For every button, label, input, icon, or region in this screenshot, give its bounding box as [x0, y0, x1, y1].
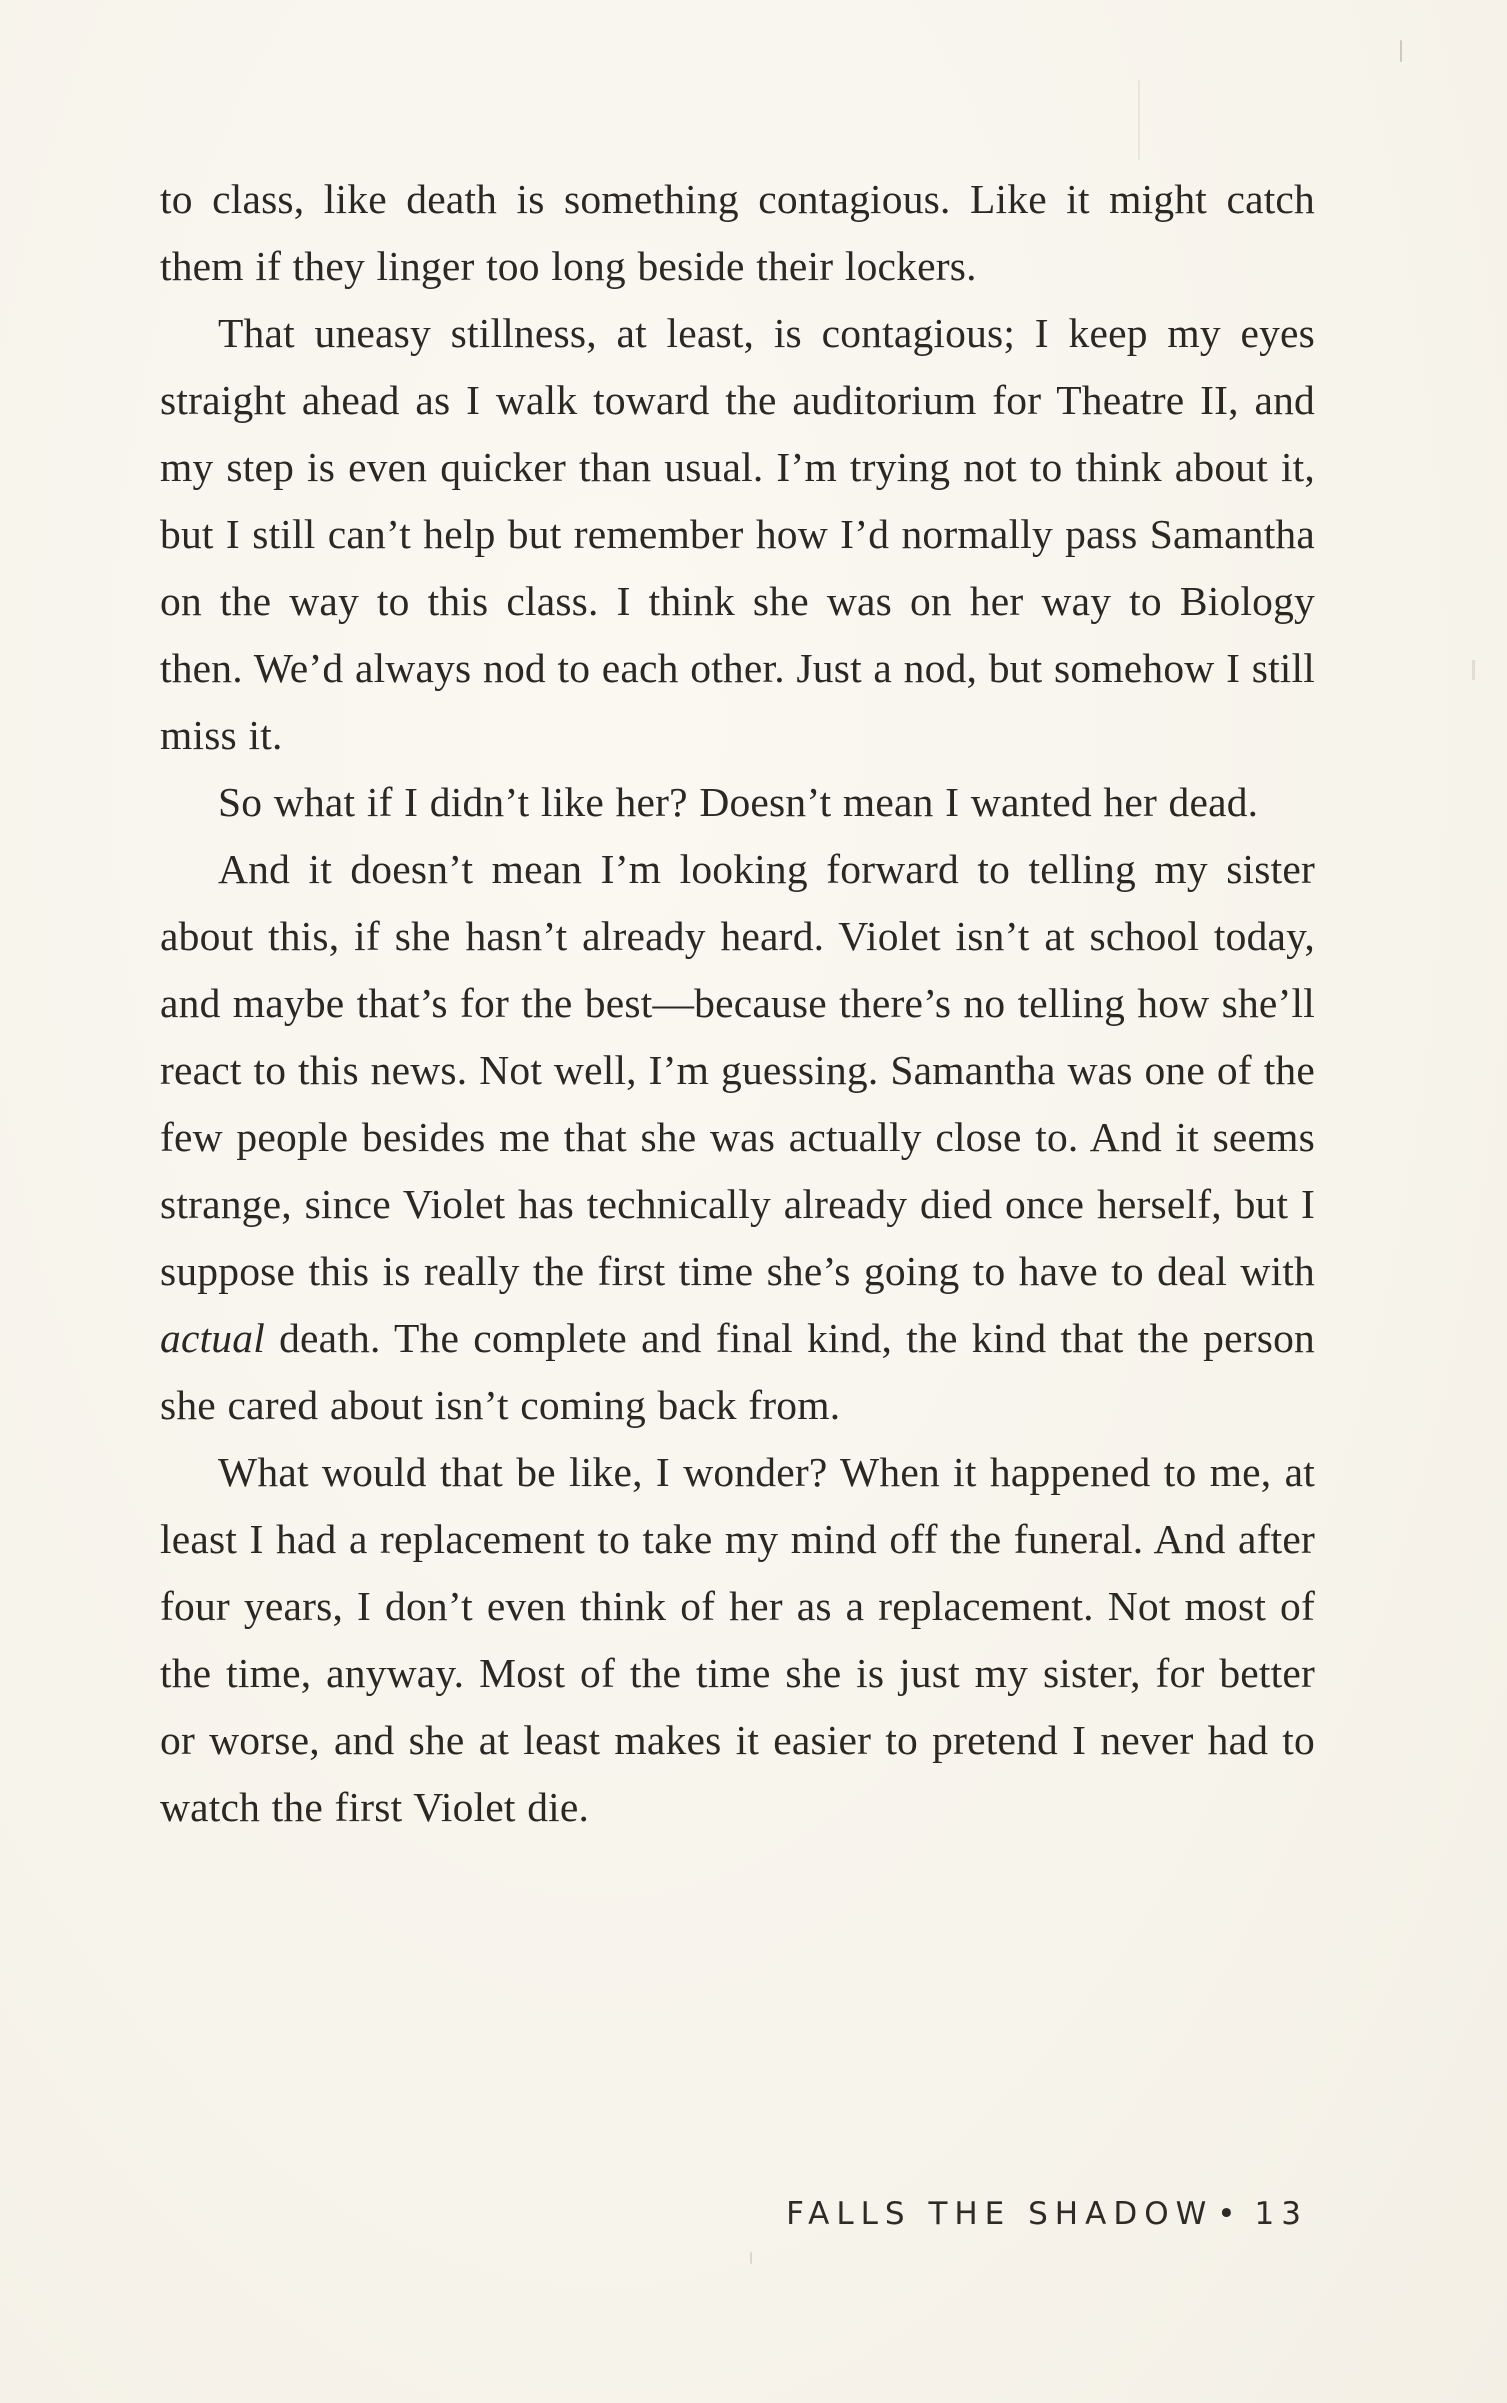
paragraph-3-text: So what if I didn’t like her? Doesn’t mean I wanted her dead.: [218, 779, 1259, 825]
paragraph-4-text-after: death. The complete and final kind, the kind that the person she cared about isn’t coming back from.: [160, 1315, 1315, 1428]
paper-speck: [1472, 660, 1475, 680]
paragraph-5-text: What would that be like, I wonder? When it happened to me, at least I had a replacement to take my mind off the funeral. And after four years, I don’t even think of her as a replacement. Not most of the time, anyway. Most of the time she is just my sister, for better or worse, and she at least makes it easier to pretend I never had to watch the first Violet die.: [160, 1449, 1315, 1830]
running-footer: [660, 2196, 1308, 2232]
bullet-separator-icon: •: [1217, 2196, 1243, 2232]
paragraph-1-text: to class, like death is something contagious. Like it might catch them if they linger too long beside their lockers.: [160, 176, 1315, 289]
paragraph-2: [160, 300, 1315, 769]
paragraph-4: [160, 836, 1315, 1439]
page-number: 13: [1254, 2196, 1308, 2232]
paper-crease: [1138, 80, 1140, 160]
paragraph-4-emphasis: actual: [160, 1315, 265, 1361]
paper-speck: [1400, 40, 1402, 62]
paragraph-4-text: And it doesn’t mean I’m looking forward to telling my sister about this, if she hasn’t already heard. Violet isn’t at school today, and maybe that’s for the best—because there’s no telling how she’ll react to this news. Not well, I’m guessing. Samantha was one of the few people besides me that she was actually close to. And it seems strange, since Violet has technically already died once herself, but I suppose this is really the first time she’s going to have to deal with: [160, 846, 1315, 1294]
book-title: FALLS THE SHADOW: [786, 2196, 1214, 2232]
paragraph-1: [160, 166, 1315, 300]
body-text: [160, 166, 1315, 1841]
paragraph-3: [160, 769, 1315, 836]
paragraph-5: [160, 1439, 1315, 1841]
paper-speck: [750, 2252, 752, 2264]
paragraph-2-text: That uneasy stillness, at least, is contagious; I keep my eyes straight ahead as I walk toward the auditorium for Theatre II, and my step is even quicker than usual. I’m trying not to think about it, but I still can’t help but remember how I’d normally pass Samantha on the way to this class. I think she was on her way to Biology then. We’d always nod to each other. Just a nod, but somehow I still miss it.: [160, 310, 1315, 758]
